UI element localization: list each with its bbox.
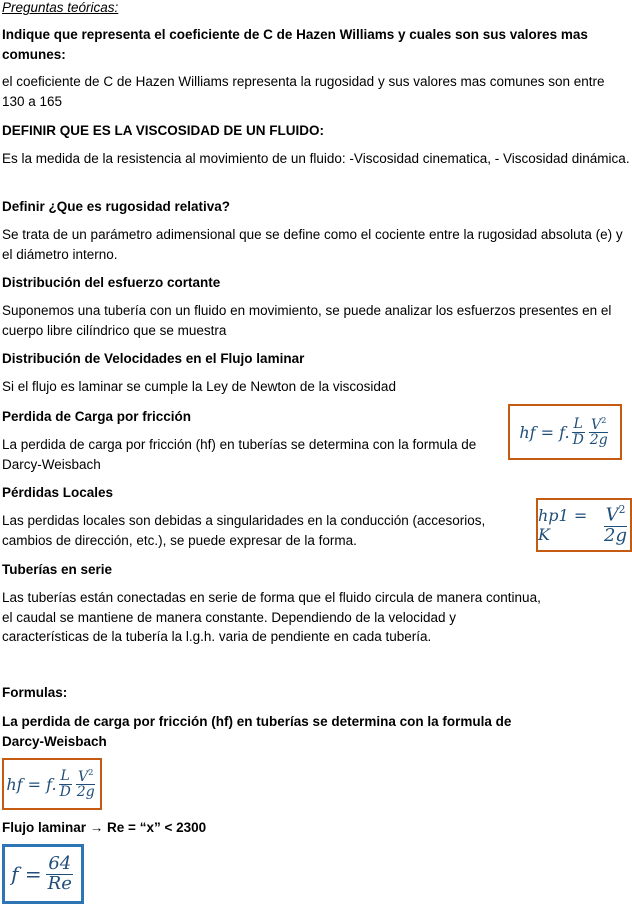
answer-velocidades: Si el flujo es laminar se cumple la Ley de Newton de la viscosidad	[2, 379, 396, 394]
eq-hf2-num-l: L	[60, 767, 70, 784]
answer-perdida-carga: La perdida de carga por fricción (hf) en tuberías se determina con la formula de Darcy-Weisbach	[2, 437, 477, 472]
eq-f-den: Re	[47, 872, 72, 894]
eq-hf-frac-ld	[571, 417, 586, 447]
eq-hp-exp: 2	[618, 503, 626, 517]
eq-f-frac	[46, 852, 74, 894]
arrow-right-icon: →	[89, 820, 104, 835]
eq-hp-lhs: hp1 = K	[538, 506, 588, 544]
eq-hf2-num-v: V	[78, 768, 89, 785]
answer-hazen: el coeficiente de C de Hazen Williams representa la rugosidad y sus valores mas comunes son entre 130 a 165	[2, 74, 605, 109]
laminar-label: Flujo laminar	[2, 820, 87, 835]
eq-hf-lhs: hf = f.	[519, 422, 570, 442]
answer-rugosidad: Se trata de un parámetro adimensional que se define como el cociente entre la rugosidad absoluta (e) y el diámetro interno.	[2, 227, 623, 262]
eq-hf-frac-v2g	[588, 416, 610, 448]
eq-hf-den-d: D	[572, 431, 584, 448]
eq-hf2-lhs: hf = f.	[6, 774, 57, 794]
question-perdida-carga: Perdida de Carga por fricción	[2, 409, 192, 424]
eq-hf-num-l: L	[573, 415, 583, 432]
equation-f-laminar-box	[2, 844, 84, 904]
answer-perdidas-locales: Las perdidas locales son debidas a singularidades en la conducción (accesorios, cambios de dirección, etc.), se puede expresar de la forma.	[2, 513, 486, 548]
eq-f-lhs: f =	[11, 862, 42, 886]
question-viscosidad: DEFINIR QUE ES LA VISCOSIDAD DE UN FLUIDO:	[2, 123, 325, 138]
formulas-text: La perdida de carga por fricción (hf) en tuberías se determina con la formula de Darcy-Weisbach	[2, 714, 512, 749]
eq-f-num: 64	[48, 852, 72, 874]
answer-viscosidad: Es la medida de la resistencia al movimiento de un fluido: -Viscosidad cinematica, - Viscosidad dinámica.	[2, 151, 630, 166]
question-rugosidad: Definir ¿Que es rugosidad relativa?	[2, 199, 231, 214]
equation-hf-box	[508, 404, 622, 460]
eq-hp-num-v: V	[605, 504, 619, 526]
question-velocidades: Distribución de Velocidades en el Flujo laminar	[2, 351, 305, 366]
eq-hf2-den-d: D	[59, 783, 71, 800]
equation-hf-formulas-box	[2, 758, 102, 810]
eq-hf-exp: 2	[601, 414, 607, 425]
flujo-laminar-line	[2, 818, 630, 838]
eq-hf-num-v: V	[591, 416, 602, 433]
eq-hf2-frac-v2g	[75, 768, 97, 800]
eq-hf2-den-2g: 2g	[76, 784, 95, 801]
eq-hf-den-2g: 2g	[589, 432, 608, 449]
answer-tuberias-serie: Las tuberías están conectadas en serie de forma que el fluido circula de manera continua, el caudal se mantiene de manera constante. Dependiendo de la velocidad y características de la tubería la l.g.h. varia de pendiente en cada tubería.	[2, 590, 541, 644]
answer-esfuerzo: Suponemos una tubería con un fluido en movimiento, se puede analizar los esfuerzos presentes en el cuerpo libre cilíndrico que se muestra	[2, 303, 612, 338]
eq-hp-den-2g: 2g	[604, 524, 627, 546]
page-heading: Preguntas teóricas:	[2, 0, 119, 15]
question-esfuerzo: Distribución del esfuerzo cortante	[2, 275, 221, 290]
formulas-heading: Formulas:	[2, 685, 68, 700]
laminar-condition: Re = “x” < 2300	[107, 820, 207, 835]
question-hazen: Indique que representa el coeficiente de C de Hazen Williams y cuales son sus valores mas comunes:	[2, 27, 588, 62]
question-tuberias-serie: Tuberías en serie	[2, 562, 113, 577]
eq-hp-frac	[602, 504, 629, 545]
equation-hp1-box	[536, 498, 632, 552]
eq-hf2-frac-ld	[58, 769, 73, 799]
question-perdidas-locales: Pérdidas Locales	[2, 485, 114, 500]
eq-hf2-exp: 2	[88, 766, 94, 777]
